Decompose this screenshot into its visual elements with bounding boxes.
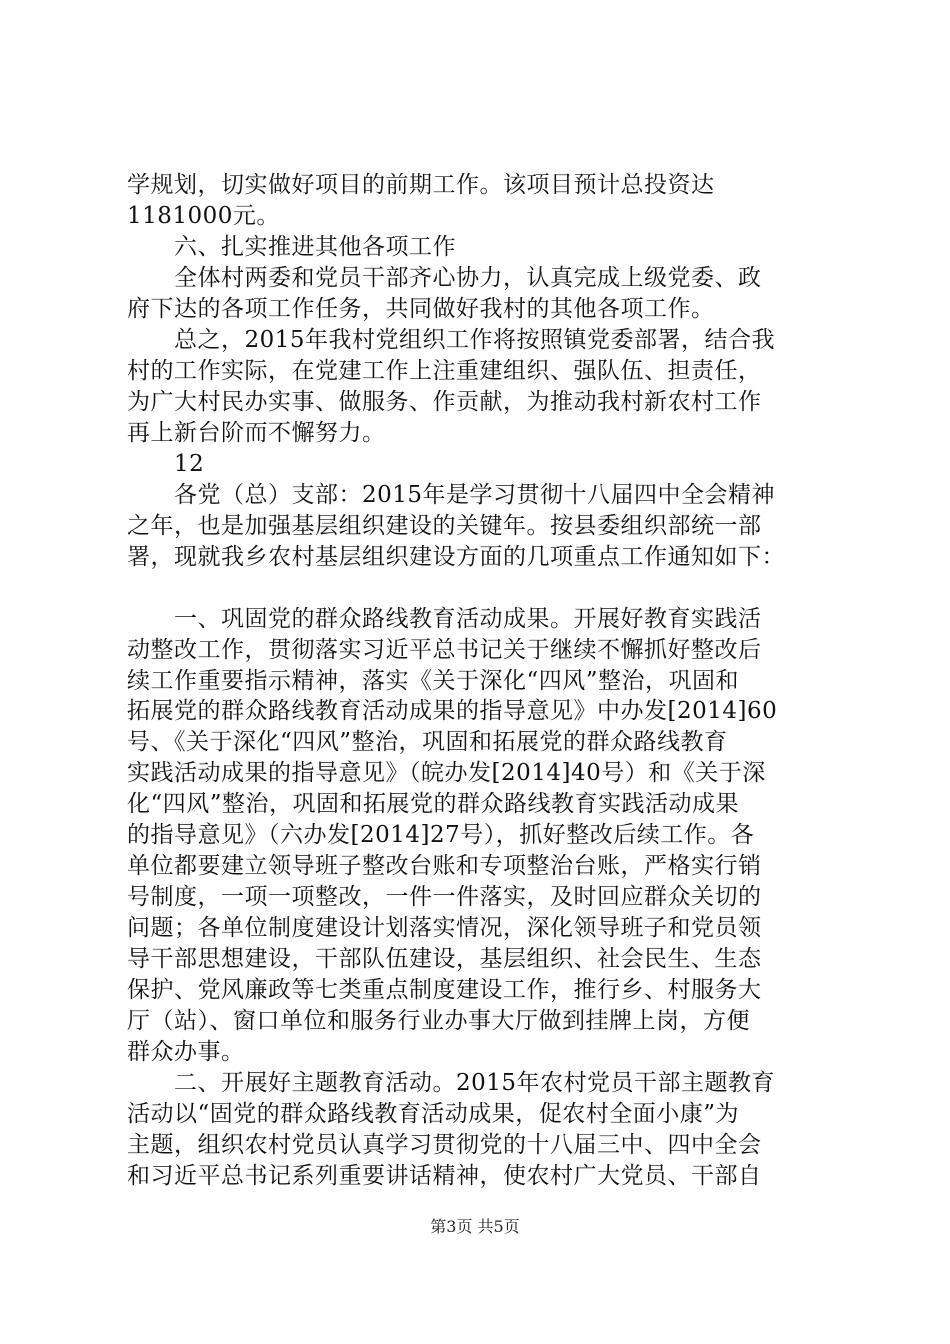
text-line: 实践活动成果的指导意见》（皖办发[2014]40号）和《关于深 [127,760,766,786]
text-line: 学规划，切实做好项目的前期工作。该项目预计总投资达 [127,172,715,198]
text-line: 为广大村民办实事、做服务、作贡献，为推动我村新农村工作 [127,389,762,415]
text-line: 导干部思想建设，干部队伍建设，基层组织、社会民生、生态 [127,946,762,972]
text-line: 问题；各单位制度建设计划落实情况，深化领导班子和党员领 [127,915,762,941]
text-line: 总之，2015年我村党组织工作将按照镇党委部署，结合我 [127,327,776,353]
text-line: 单位都要建立领导班子整改台账和专项整治台账，严格实行销 [127,853,762,879]
text-line: 活动以“固党的群众路线教育活动成果，促农村全面小康”为 [127,1101,740,1127]
text-line: 保护、党风廉政等七类重点制度建设工作，推行乡、村服务大 [127,977,762,1003]
text-line: 二、开展好主题教育活动。2015年农村党员干部主题教育 [127,1070,776,1096]
text-line: 和习近平总书记系列重要讲话精神，使农村广大党员、干部自 [127,1163,762,1189]
text-line: 各党（总）支部：2015年是学习贯彻十八届四中全会精神 [127,482,776,508]
text-line [127,573,827,604]
text-line: 全体村两委和党员干部齐心协力，认真完成上级党委、政 [127,265,762,291]
text-line: 1181000元。 [127,203,280,229]
text-line: 村的工作实际，在党建工作上注重建组织、强队伍、担责任， [127,358,762,384]
text-line: 12 [127,451,205,477]
page-footer: 第3页 共5页 [430,1217,520,1236]
text-line: 的指导意见》（六办发[2014]27号），抓好整改后续工作。各 [127,822,755,848]
text-line: 续工作重要指示精神，落实《关于深化“四风”整治，巩固和 [127,668,740,694]
text-line: 一、巩固党的群众路线教育活动成果。开展好教育实践活 [127,606,762,632]
text-line: 群众办事。 [127,1039,245,1065]
text-line: 再上新台阶而不懈努力。 [127,420,386,446]
text-line: 六、扎实推进其他各项工作 [127,234,456,260]
text-line: 府下达的各项工作任务，共同做好我村的其他各项工作。 [127,296,715,322]
text-line: 号制度，一项一项整改，一件一件落实，及时回应群众关切的 [127,884,762,910]
text-line: 动整改工作，贯彻落实习近平总书记关于继续不懈抓好整改后 [127,637,762,663]
text-line: 之年，也是加强基层组织建设的关键年。按县委组织部统一部 [127,513,762,539]
text-line: 署，现就我乡农村基层组织建设方面的几项重点工作通知如下： [127,544,785,570]
text-line: 拓展党的群众路线教育活动成果的指导意见》中办发[2014]60 [127,698,778,724]
text-line: 号、《关于深化“四风”整治，巩固和拓展党的群众路线教育 [127,729,728,755]
text-line: 厅（站）、窗口单位和服务行业办事大厅做到挂牌上岗，方便 [127,1008,750,1034]
text-line: 化“四风”整治，巩固和拓展党的群众路线教育实践活动成果 [127,791,740,817]
text-line: 主题，组织农村党员认真学习贯彻党的十八届三中、四中全会 [127,1132,762,1158]
